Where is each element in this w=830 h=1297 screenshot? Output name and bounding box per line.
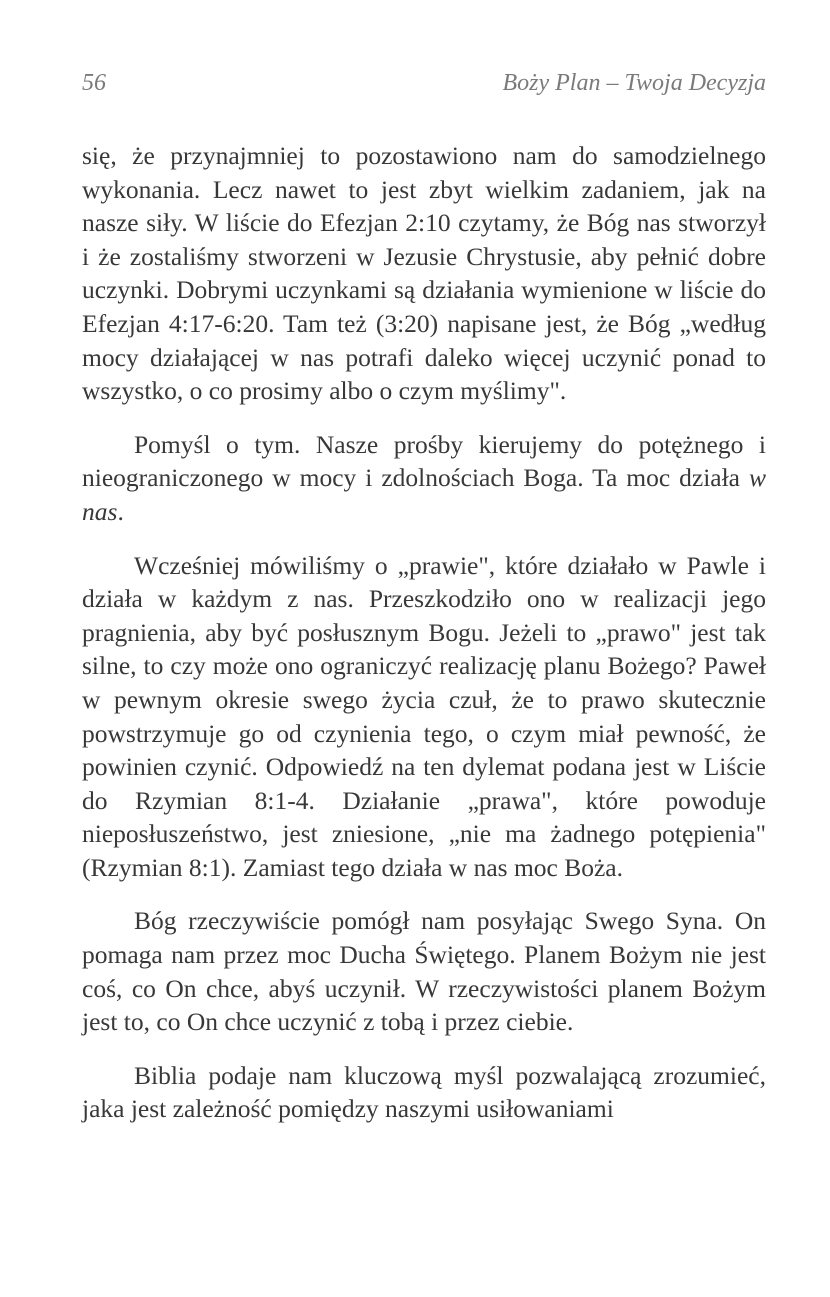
body-text — [82, 139, 766, 1126]
running-header — [82, 70, 766, 97]
paragraph-3: Wcześniej mówiliśmy o „prawie", które działało w Pawle i działa w każdym z nas. Przeszkodziło ono w realizacji jego pragnienia, aby być posłusznym Bogu. Jeżeli to „prawo" jest tak silne, to czy może ono ograniczyć realizację planu Bożego? Paweł w pewnym okresie swego życia czuł, że to prawo skutecznie powstrzymuje go od czynienia tego, o czym miał pewność, że powinien czynić. Odpowiedź na ten dylemat podana jest w Liście do Rzymian 8:1-4. Działanie „prawa", które powoduje nieposłuszeństwo, jest zniesione, „nie ma żadnego potępienia" (Rzymian 8:1). Zamiast tego działa w nas moc Boża. — [82, 550, 766, 882]
paragraph-2-end: . — [117, 496, 124, 526]
paragraph-4: Bóg rzeczywiście pomógł nam posyłając Swego Syna. On pomaga nam przez moc Ducha Świętego. Planem Bożym nie jest coś, co On chce, abyś uczynił. W rzeczywistości planem Bożym jest to, co On chce uczynić z tobą i przez ciebie. — [82, 906, 766, 1037]
paragraph-5: Biblia podaje nam kluczową myśl pozwalającą zrozumieć, jaka jest zależność pomiędzy naszymi usiłowaniami — [82, 1060, 766, 1124]
paragraph-2 — [82, 428, 766, 529]
paragraph-2-emphasis: w nas — [82, 463, 766, 526]
paragraph-1: się, że przynajmniej to pozostawiono nam do samodzielnego wykonania. Lecz nawet to jest zbyt wielkim zadaniem, jak na nasze siły. W liście do Efezjan 2:10 czytamy, że Bóg nas stworzył i że zostaliśmy stworzeni w Jezusie Chrystusie, aby pełnić dobre uczynki. Dobrymi uczynkami są działania wymienione w liście do Efezjan 4:17-6:20. Tam też (3:20) napisane jest, że Bóg „według mocy działającej w nas potrafi daleko więcej uczynić ponad to wszystko, o co prosimy albo o czym myślimy". — [82, 141, 766, 406]
running-title: Boży Plan – Twoja Decyzja — [502, 70, 766, 96]
page-number: 56 — [82, 70, 106, 96]
paragraph-2-text: Pomyśl o tym. Nasze prośby kierujemy do potężnego i nieograniczonego w mocy i zdolnościach Boga. Ta moc działa — [82, 429, 766, 493]
